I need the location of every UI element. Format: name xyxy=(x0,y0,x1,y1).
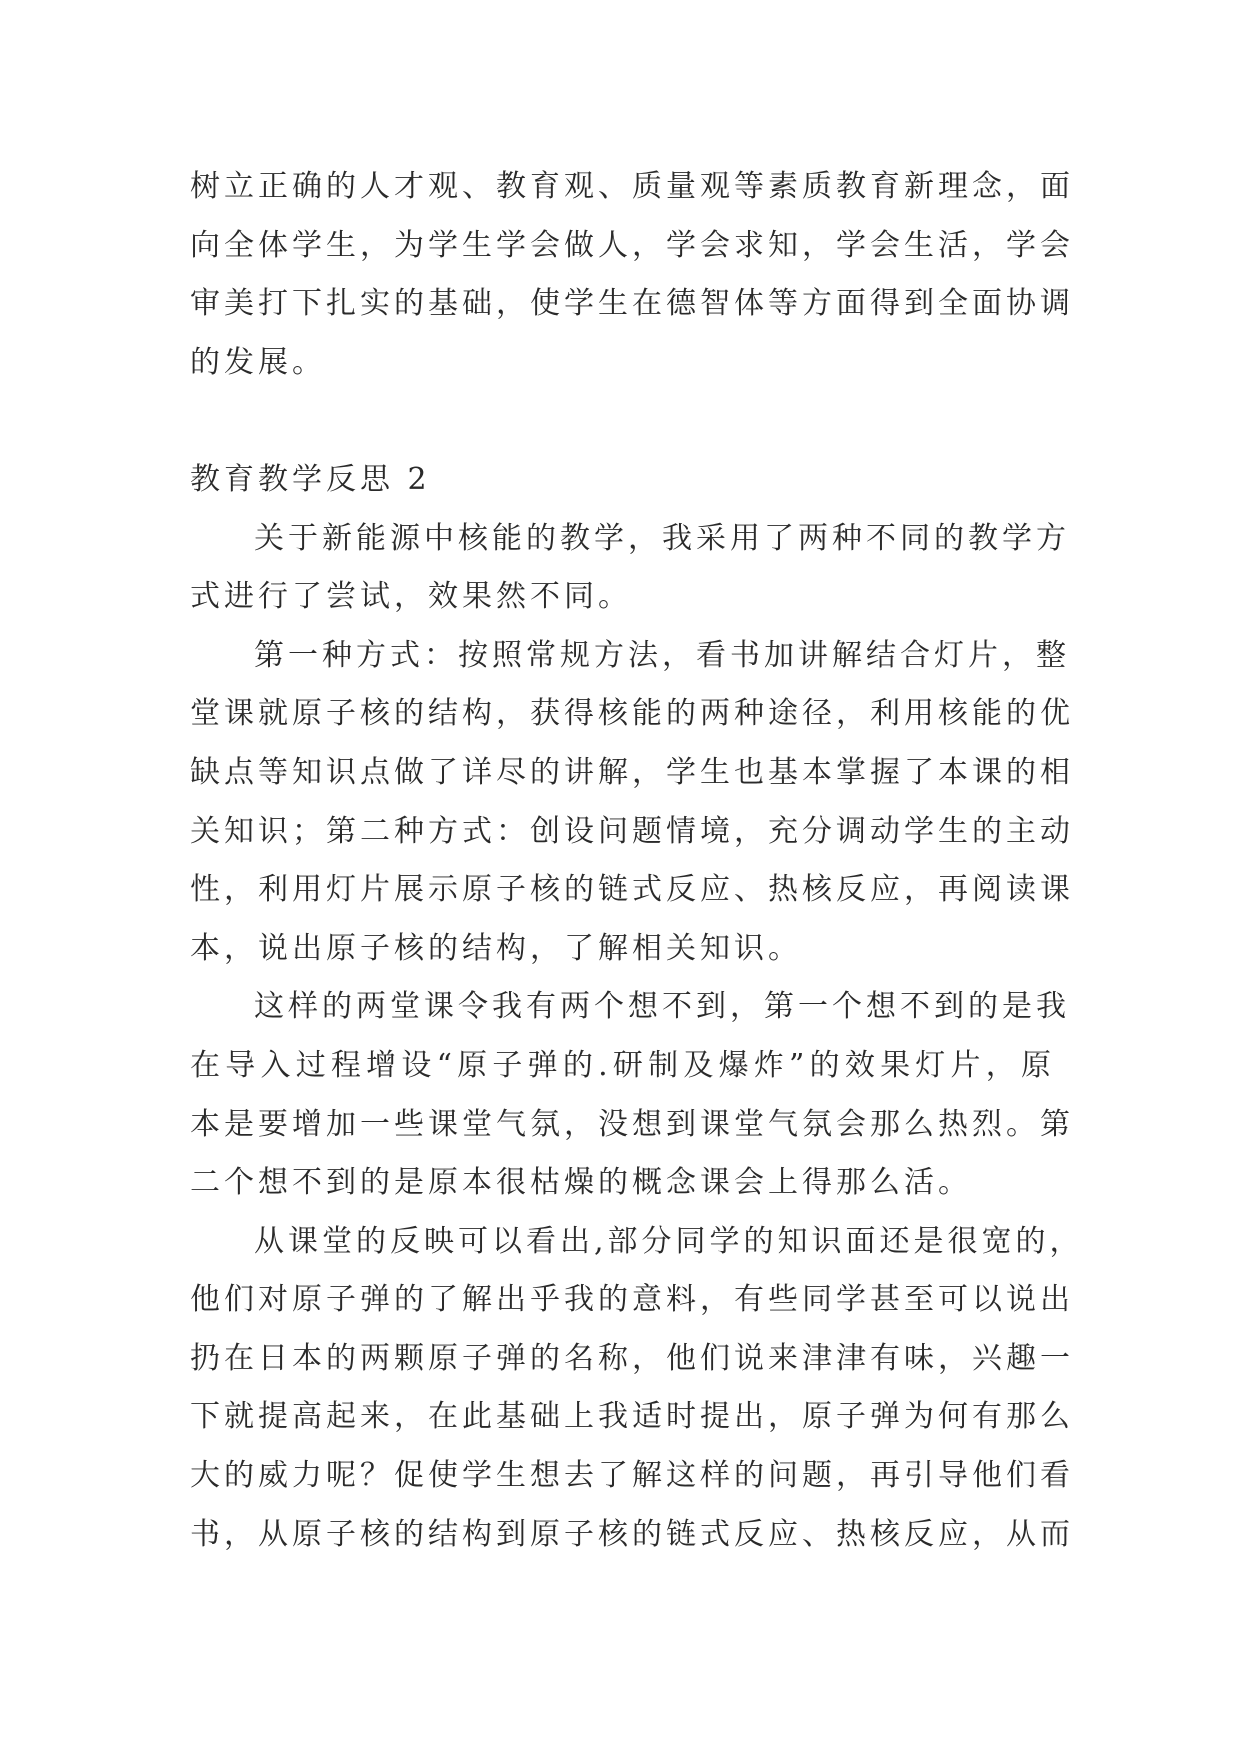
text-line: 第一种方式：按照常规方法，看书加讲解结合灯片，整 xyxy=(254,637,1070,673)
text-line: 从课堂的反映可以看出,部分同学的知识面还是很宽的， xyxy=(254,1223,1084,1259)
text-line: 二个想不到的是原本很枯燥的概念课会上得那么活。 xyxy=(190,1165,972,1201)
text-line: 的发展。 xyxy=(190,344,326,380)
paragraph-1 xyxy=(190,510,1070,627)
text-line: 他们对原子弹的了解出乎我的意料，有些同学甚至可以说出 xyxy=(190,1282,1074,1318)
text-line: 这样的两堂课令我有两个想不到，第一个想不到的是我 xyxy=(254,989,1070,1025)
text-line: 下就提高起来，在此基础上我适时提出，原子弹为何有那么 xyxy=(190,1399,1074,1435)
text-line: 堂课就原子核的结构，获得核能的两种途径，利用核能的优 xyxy=(190,696,1074,732)
section-heading: 教育教学反思 2 xyxy=(190,461,431,497)
paragraph-intro xyxy=(190,158,1074,392)
text-line: 本是要增加一些课堂气氛，没想到课堂气氛会那么热烈。第 xyxy=(190,1106,1074,1142)
text-line: 在导入过程增设“原子弹的.研制及爆炸”的效果灯片，原 xyxy=(190,1047,1055,1083)
text-line: 性，利用灯片展示原子核的链式反应、热核反应，再阅读课 xyxy=(190,872,1074,908)
text-line: 本，说出原子核的结构，了解相关知识。 xyxy=(190,930,802,966)
text-line: 关知识；第二种方式：创设问题情境，充分调动学生的主动 xyxy=(190,813,1074,849)
paragraph-4 xyxy=(190,1213,1084,1565)
text-line: 关于新能源中核能的教学，我采用了两种不同的教学方 xyxy=(254,520,1070,556)
text-line: 式进行了尝试，效果然不同。 xyxy=(190,579,632,615)
paragraph-2 xyxy=(190,627,1074,979)
text-line: 审美打下扎实的基础，使学生在德智体等方面得到全面协调 xyxy=(190,286,1074,322)
document-body xyxy=(190,158,1084,1564)
text-line: 书，从原子核的结构到原子核的链式反应、热核反应，从而 xyxy=(190,1516,1074,1552)
text-line: 大的威力呢？促使学生想去了解这样的问题，再引导他们看 xyxy=(190,1458,1074,1494)
text-line: 树立正确的人才观、教育观、质量观等素质教育新理念，面 xyxy=(190,169,1074,204)
text-line: 缺点等知识点做了详尽的讲解，学生也基本掌握了本课的相 xyxy=(190,754,1074,790)
text-line: 扔在日本的两颗原子弹的名称，他们说来津津有味，兴趣一 xyxy=(190,1340,1074,1376)
text-line: 向全体学生，为学生学会做人，学会求知，学会生活，学会 xyxy=(190,227,1074,263)
paragraph-3 xyxy=(190,978,1074,1212)
